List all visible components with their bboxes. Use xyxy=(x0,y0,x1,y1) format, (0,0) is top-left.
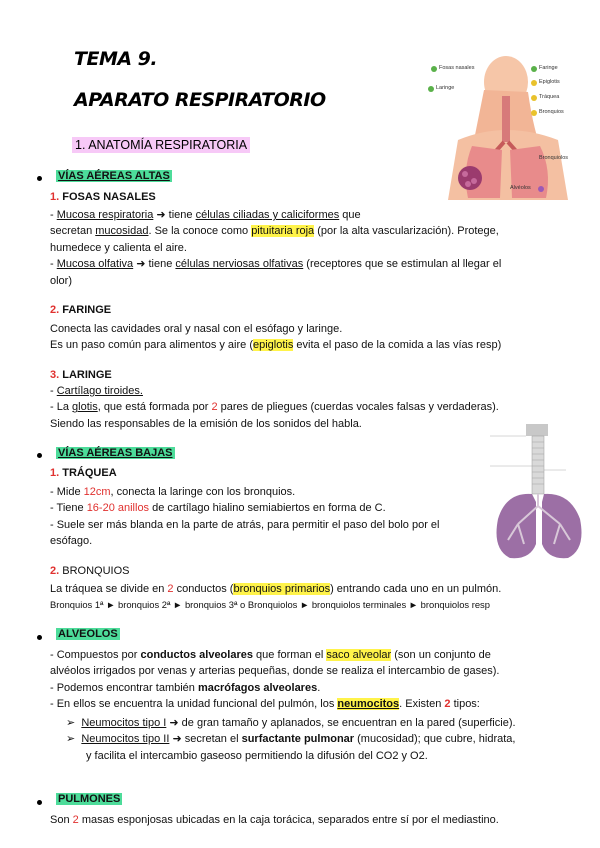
subheading-text: FOSAS NASALES xyxy=(62,191,156,203)
neumocitos-list: ➢ Neumocitos tipo I ➜ de gran tamaño y aplanados, se encuentran en la pared (superficie). ➢ Neumocitos tipo II ➜ secretan el surfactante pulmonar (mucosidad); que cubre, hidrata, y facilita el intercambio gaseoso permitiendo la difusión del CO2 y O2. xyxy=(66,715,596,764)
subheading-text: TRÁQUEA xyxy=(62,467,117,479)
subheading-fosas xyxy=(50,191,156,203)
subheading-bronquios xyxy=(50,565,129,577)
bronquios-paragraph: La tráquea se divide en 2 conductos (bronquios primarios) entrando cada uno en un pulmón. Bronquios 1ª ► bronquios 2ª ► bronquios 3ª o Bronquiolos ► bronquiolos terminales ► bronquiolos resp xyxy=(50,583,502,611)
faringe-paragraph: Conecta las cavidades oral y nasal con el esófago y laringe. Es un paso común para alimentos y aire (epiglotis evita el paso de la comida a las vías resp) xyxy=(50,323,502,352)
figure-label-bronquios: Bronquios xyxy=(539,109,564,115)
label-dot-icon xyxy=(538,186,544,192)
label-dot-icon xyxy=(531,95,537,101)
subheading-traquea xyxy=(50,467,117,479)
bullet-icon xyxy=(37,453,42,458)
subheading-laringe xyxy=(50,369,112,381)
figure-label-fosas: Fosas nasales xyxy=(439,65,475,71)
subheading-faringe xyxy=(50,304,111,316)
subheading-number: 1. xyxy=(50,467,60,479)
traquea-paragraph: - Mide 12cm, conecta la laringe con los bronquios. - Tiene 16-20 anillos de cartílago hialino semiabiertos en forma de C. - Suele ser más blanda en la parte de atrás, para permitir el paso del bolo por el esófago. xyxy=(50,486,440,548)
figure-label-traquea: Tráquea xyxy=(539,94,560,100)
arrow-bullet-icon: ➢ xyxy=(66,733,82,746)
bullet-icon xyxy=(37,635,42,640)
pulmones-paragraph: Son 2 masas esponjosas ubicadas en la caja torácica, separados entre sí por el mediastino. xyxy=(50,814,499,826)
bullet-icon xyxy=(37,800,42,805)
lungs-figure xyxy=(486,424,594,564)
label-dot-icon xyxy=(531,66,537,72)
heading-pulmones: PULMONES xyxy=(58,793,121,805)
subheading-number: 3. xyxy=(50,369,60,381)
respiratory-system-figure xyxy=(418,50,590,210)
figure-label-epiglotis: Epiglotis xyxy=(539,79,560,85)
label-dot-icon xyxy=(531,110,537,116)
subheading-number: 2. xyxy=(50,304,60,316)
figure-label-laringe: Laringe xyxy=(436,85,455,91)
list-item: ➢ Neumocitos tipo II ➜ secretan el surfactante pulmonar (mucosidad); que cubre, hidrata, xyxy=(66,733,516,746)
figure-label-faringe: Faringe xyxy=(539,65,558,71)
label-dot-icon xyxy=(428,86,434,92)
heading-vias-altas: VÍAS AÉREAS ALTAS xyxy=(58,170,170,182)
alveolos-paragraph: - Compuestos por conductos alveolares que forman el saco alveolar (son un conjunto de alvéolos irrigados por venas y arterias pequeñas, donde se realiza el intercambio de gases). - Podemos encontrar también macrófagos alveolares. - En ellos se encuentra la unidad funcional del pulmón, los neumocitos. Existen 2 tipos: xyxy=(50,649,500,711)
label-dot-icon xyxy=(431,66,437,72)
subheading-text: FARINGE xyxy=(62,304,112,316)
laringe-paragraph: - Cartílago tiroides. - La glotis, que está formada por 2 pares de pliegues (cuerdas vocales falsas y verdaderas). Siendo las responsables de la emisión de los sonidos del habla. xyxy=(50,385,499,430)
subheading-number: 1. xyxy=(50,191,60,203)
title-line1: TEMA 9. xyxy=(74,48,158,70)
subheading-text: LARINGE xyxy=(62,369,112,381)
figure-label-alveolos: Alvéolos xyxy=(510,185,531,191)
title-line2: APARATO RESPIRATORIO xyxy=(74,89,326,111)
bullet-icon xyxy=(37,176,42,181)
heading-alveolos: ALVEOLOS xyxy=(58,628,118,640)
subheading-number: 2. xyxy=(50,565,60,577)
subheading-text: BRONQUIOS xyxy=(62,565,130,577)
figure-label-bronquiolos: Bronquiolos xyxy=(539,155,569,161)
label-dot-icon xyxy=(531,80,537,86)
list-item: ➢ Neumocitos tipo I ➜ de gran tamaño y aplanados, se encuentran en la pared (superficie). xyxy=(66,717,516,729)
fosas-paragraph: - Mucosa respiratoria ➜ tiene células ciliadas y caliciformes que secretan mucosidad. Se la conoce como pituitaria roja (por la alta vascularización). Protege, humedece y calienta el aire. - Mucosa olfativa ➜ tiene células nerviosas olfativas (receptores que se estimulan al llegar el olor) xyxy=(50,209,502,287)
arrow-bullet-icon: ➢ xyxy=(66,717,82,729)
section-anatomia: 1. ANATOMÍA RESPIRATORIA xyxy=(72,137,250,153)
heading-vias-bajas: VÍAS AÉREAS BAJAS xyxy=(58,447,173,459)
